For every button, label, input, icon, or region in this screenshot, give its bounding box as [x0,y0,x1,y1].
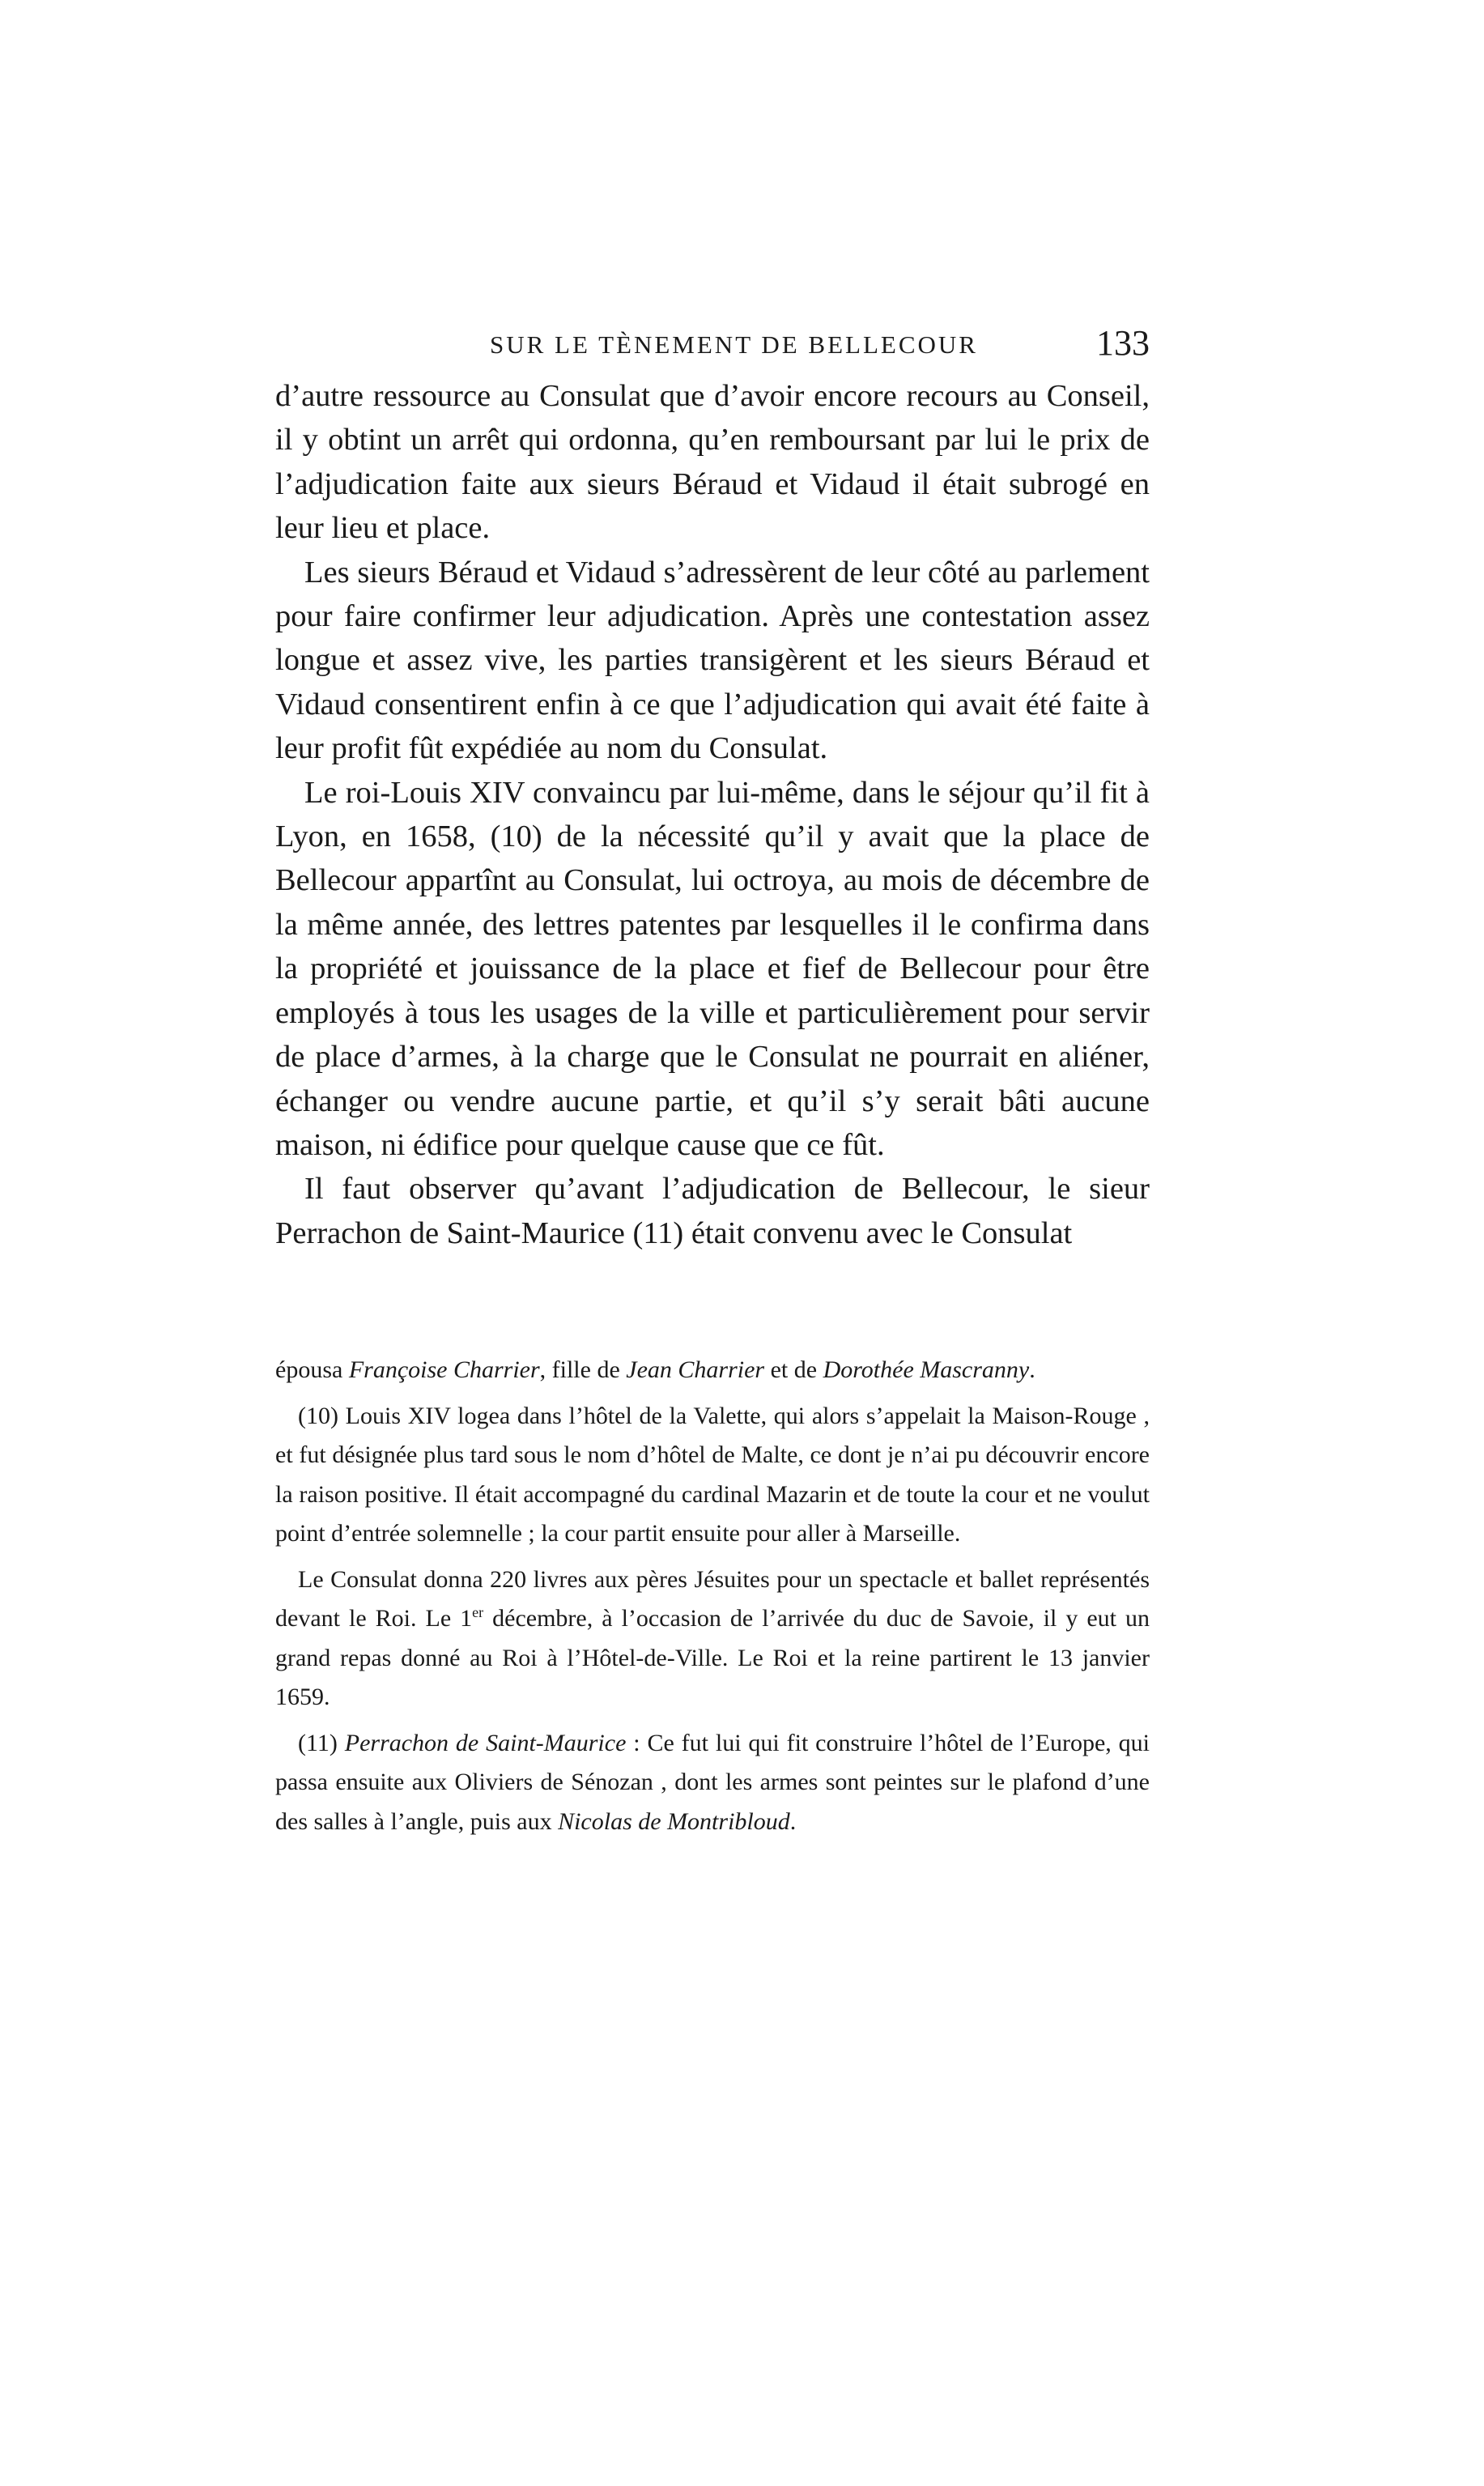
footnote-text: : Ce fut lui qui fit construire l’hôtel de l’Europe, qui passa ensuite aux Oliviers de Sénozan , dont les armes sont peintes sur le plafond d’une des salles à l’angle, puis aux [275,1729,1150,1835]
footnote-name: Perrachon de Saint-Maurice [344,1729,627,1756]
paragraph-2: Les sieurs Béraud et Vidaud s’adressèrent de leur côté au parlement pour faire confirmer leur adjudication. Après une contestation assez longue et assez vive, les parties transigèrent et les sieurs Béraud et Vidaud consentirent enfin à ce que l’adjudication qui avait été faite à leur profit fût expédiée au nom du Consulat. [275,555,1150,766]
footnote-text: Le Consulat donna 220 livres aux pères Jésuites pour un spectacle et ballet représentés devant le Roi. Le 1 [275,1565,1150,1632]
footnote-text: . [1029,1356,1035,1383]
page-number: 133 [1096,323,1150,363]
footnote-text: et de [764,1356,823,1383]
footnote-text: épousa [275,1356,349,1383]
superscript: er [472,1604,484,1620]
footnote-name: Françoise Charrier [348,1356,540,1383]
page-header [275,322,1150,371]
footnote-text: . [789,1807,797,1835]
paragraph-1: d’autre ressource au Consulat que d’avoir encore recours au Conseil, il y obtint un arrêt qui ordonna, qu’en remboursant par lui le prix de l’adjudication faite aux sieurs Béraud et Vidaud il était subrogé en leur lieu et place. [275,379,1150,546]
footnote-name: Nicolas de Montribloud [558,1807,790,1835]
footnote-10: (10) Louis XIV logea dans l’hôtel de la Valette, qui alors s’appelait la Maison-Rouge , et fut désignée plus tard sous le nom d’hôtel de Malte, ce dont je n’ai pu découvrir encore la raison positive. Il était accompagné du cardinal Mazarin et de toute la cour et ne voulut point d’entrée solemnelle ; la cour partit ensuite pour aller à Marseille. [275,1402,1150,1547]
running-head: SUR LE TÈNEMENT DE BELLECOUR [490,330,978,359]
footnote-name: Dorothée Mascranny [823,1356,1030,1383]
footnote-text: , fille de [539,1356,627,1383]
main-text [275,374,1150,1255]
footnotes [275,1351,1150,1848]
footnote-11 [275,1724,1150,1842]
footnote-name: Jean Charrier [626,1356,765,1383]
footnote-number: (11) [298,1729,345,1756]
footnote-10-continued [275,1560,1150,1718]
footnote-continuation [275,1351,1150,1390]
paragraph-3: Le roi-Louis XIV convaincu par lui-même, dans le séjour qu’il fit à Lyon, en 1658, (10) de la nécessité qu’il y avait que la place de Bellecour appartînt au Consulat, lui octroya, au mois de décembre de la même année, des lettres patentes par lesquelles il le confirma dans la propriété et jouissance de la place et fief de Bellecour pour être employés à tous les usages de la ville et particulièrement pour servir de place d’armes, à la charge que le Consulat ne pourrait en aliéner, échanger ou vendre aucune partie, et qu’il s’y serait bâti aucune maison, ni édifice pour quelque cause que ce fût. [275,775,1150,1162]
footnote-text: décembre, à l’occasion de l’arrivée du duc de Savoie, il y eut un grand repas donné au Roi à l’Hôtel-de-Ville. Le Roi et la reine partirent le 13 janvier 1659. [275,1605,1150,1710]
paragraph-4: Il faut observer qu’avant l’adjudication de Bellecour, le sieur Perrachon de Saint-Maurice (11) était convenu avec le Consulat [275,1172,1150,1250]
